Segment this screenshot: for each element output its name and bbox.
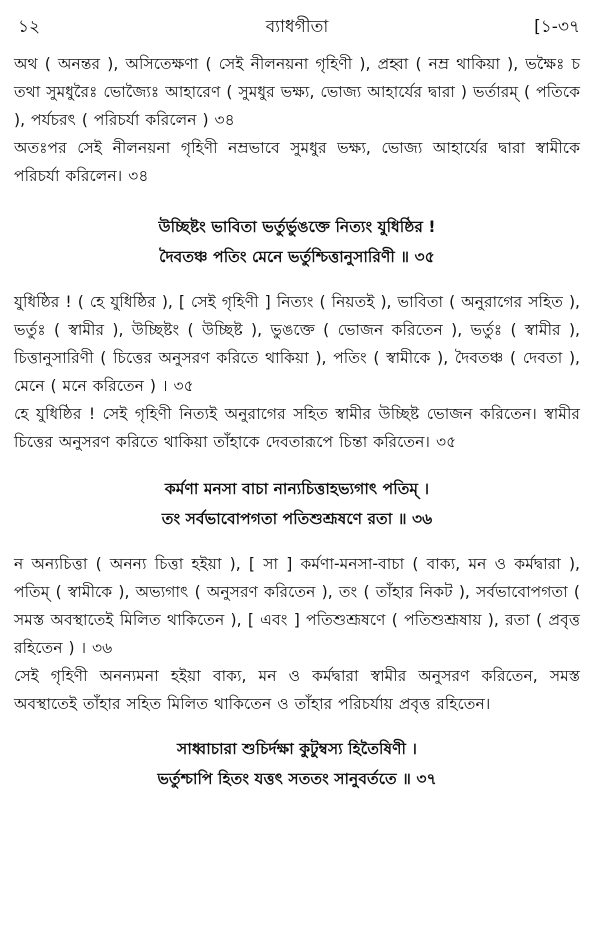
verse-35-gloss: যুধিষ্ঠির ! ( হে যুধিষ্ঠির ), [ সেই গৃহিণী ] নিত্যং ( নিয়তই ), ভাবিতা ( অনুরাগের সহিত ), ভর্তুঃ ( স্বামীর ), উচ্ছিষ্টং ( উচ্ছিষ্ট ), ভুঙক্তে ( ভোজন করিতেন ), ভর্তুঃ ( স্বামীর ), চিত্তানুসারিণী ( চিত্তের অনুসরণ করিতে থাকিয়া ), পতিং ( স্বামীকে ), দৈবতঞ্চ ( দেবতা ), মেনে ( মনে করিতেন ) । ৩৫ <box>14 293 580 395</box>
verse-34-gloss: অথ ( অনন্তর ), অসিতেক্ষণা ( সেই নীলনয়না গৃহিণী ), প্রহ্বা ( নম্র থাকিয়া ), ভক্ষৈঃ চ তথা সুমধুরৈঃ ভোজ্যৈঃ আহারেণ ( সুমধুর ভক্ষ্য, ভোজ্য আহার্যের দ্বারা ) ভর্তারম্ ( পতিকে ), পর্যচরৎ ( পরিচর্যা করিলেন ) ৩৪ <box>14 55 580 129</box>
verse-37-line-2: ভর্তুশ্চাপি হিতং যত্তৎ সততং সানুবর্ততে ॥ ৩৭ <box>157 770 437 788</box>
verse-36-line-1: কর্মণা মনসা বাচা নান্যচিত্তাহভ্যগাৎ পতিম্ । <box>164 480 430 498</box>
verse-35-line-2: দৈবতঞ্চ পতিং মেনে ভর্তুশ্চিত্তানুসারিণী ॥ ৩৫ <box>159 248 435 266</box>
verse-35 <box>14 212 580 272</box>
verse-34-meaning: অতঃপর সেই নীলনয়না গৃহিণী নম্রভাবে সুমধুর ভক্ষ্য, ভোজ্য আহার্যের দ্বারা স্বামীকে পরিচর্যা করিলেন। ৩৪ <box>14 139 580 185</box>
chapter-verse-range: [১-৩৭ <box>534 17 580 37</box>
verse-35-line-1: উচ্ছিষ্টং ভাবিতা ভর্তুর্ভুঙক্তে নিত্যং যুধিষ্ঠির ! <box>158 218 436 236</box>
running-title: ব্যাধগীতা <box>265 17 329 37</box>
verse-36-line-2: তং সর্বভাবোপগতা পতিশুশ্রূষণে রতা ॥ ৩৬ <box>161 510 433 528</box>
verse-36-meaning: সেই গৃহিণী অনন্যমনা হইয়া বাক্য, মন ও কর্মদ্বারা স্বামীর অনুসরণ করিতেন, সমস্ত অবস্থাতেই তাঁহার সহিত মিলিত থাকিতেন ও তাঁহার পরিচর্যায় প্রবৃত্ত রহিতেন। <box>14 667 580 713</box>
verse-37-line-1: সাধ্বাচারা শুচির্দক্ষা কুটুম্বস্য হিতৈষিণী । <box>177 740 417 758</box>
verse-37 <box>14 734 580 794</box>
page-number: ১২ <box>18 17 41 37</box>
page-header <box>14 10 580 44</box>
verse-35-meaning: হে যুধিষ্ঠির ! সেই গৃহিণী নিত্যই অনুরাগের সহিত স্বামীর উচ্ছিষ্ট ভোজন করিতেন। স্বামীর চিত্তের অনুসরণ করিতে থাকিয়া তাঁহাকে দেবতারূপে চিন্তা করিতেন। ৩৫ <box>14 405 580 451</box>
verse-36-gloss: ন অন্যচিত্তা ( অনন্য চিত্তা হইয়া ), [ সা ] কর্মণা-মনসা-বাচা ( বাক্য, মন ও কর্মদ্বারা ), পতিম্ ( স্বামীকে ), অভ্যগাৎ ( অনুসরণ করিতেন ), তং ( তাঁহার নিকট ), সর্বভাবোপগতা ( সমস্ত অবস্থাতেই মিলিত থাকিতেন ), [ এবং ] পতিশুশ্রূষণে ( পতিশুশ্রূষায় ), রতা ( প্রবৃত্ত রহিতেন ) । ৩৬ <box>14 555 580 657</box>
verse-36 <box>14 474 580 534</box>
